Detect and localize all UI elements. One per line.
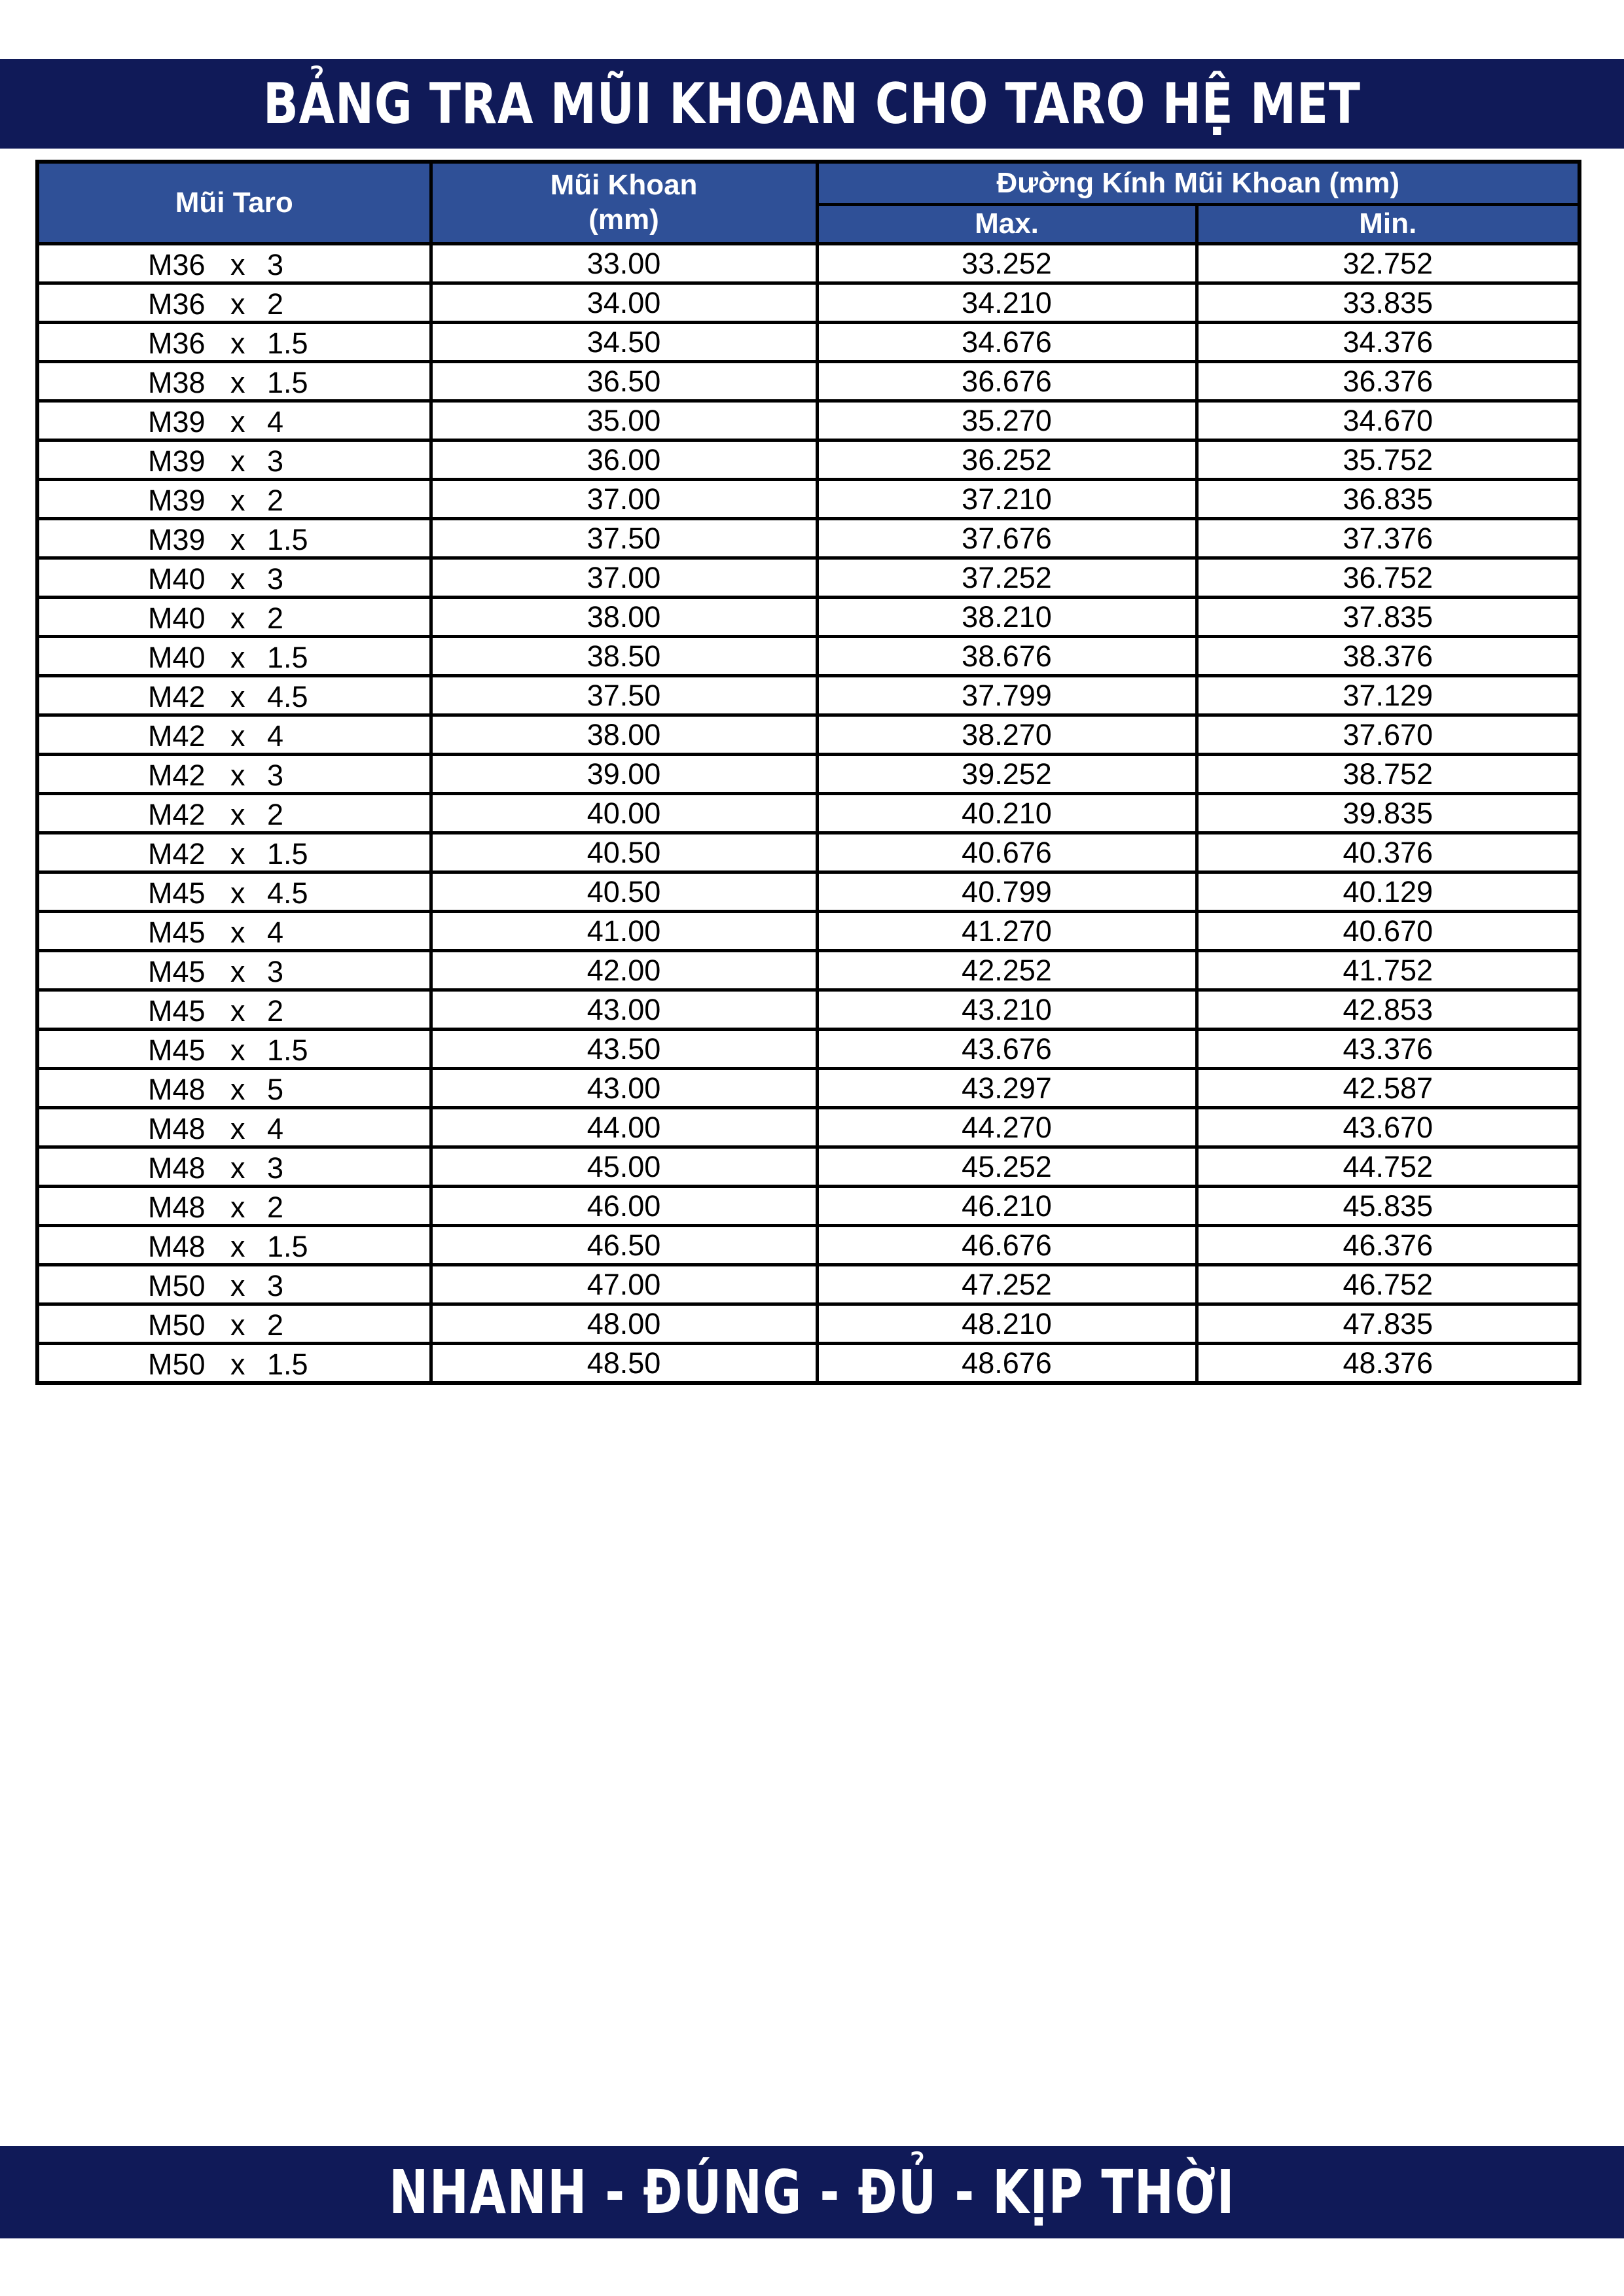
max-diameter-cell: 46.210 (817, 1187, 1197, 1226)
title-banner (0, 59, 1624, 149)
tap-pitch: 3 (267, 444, 284, 478)
tap-size-cell (37, 401, 431, 440)
table-row (37, 951, 1579, 990)
table-row (37, 637, 1579, 676)
tap-pitch: 4 (267, 1112, 284, 1145)
max-diameter-cell: 35.270 (817, 401, 1197, 440)
table-row (37, 833, 1579, 872)
table-row (37, 1187, 1579, 1226)
header-tap-label: Mũi Taro (175, 186, 293, 219)
tap-pitch: 2 (267, 994, 284, 1028)
table-row (37, 1304, 1579, 1344)
max-diameter-cell: 43.297 (817, 1069, 1197, 1108)
tap-size-cell (37, 951, 431, 990)
table-row (37, 990, 1579, 1030)
table-row (37, 519, 1579, 558)
table-row (37, 323, 1579, 362)
tap-size: M42 (148, 837, 206, 870)
drill-size-cell: 40.00 (431, 794, 817, 833)
max-diameter-cell: 44.270 (817, 1108, 1197, 1147)
header-max (817, 205, 1197, 244)
tap-multiply-sign: x (230, 1348, 245, 1381)
table-row (37, 1069, 1579, 1108)
min-diameter-cell: 38.376 (1197, 637, 1579, 676)
tap-size-cell (37, 519, 431, 558)
table-row (37, 1030, 1579, 1069)
tap-size-cell (37, 244, 431, 283)
drill-size-cell: 45.00 (431, 1147, 817, 1187)
drill-size-cell: 39.00 (431, 755, 817, 794)
tap-multiply-sign: x (230, 366, 245, 399)
drill-size-cell: 41.00 (431, 912, 817, 951)
drill-size-cell: 37.50 (431, 676, 817, 715)
tap-size-cell (37, 794, 431, 833)
tap-pitch: 2 (267, 1308, 284, 1342)
tap-multiply-sign: x (230, 876, 245, 910)
tap-size: M36 (148, 248, 206, 281)
header-diameter-label: Đường Kính Mũi Khoan (mm) (996, 166, 1400, 199)
min-diameter-cell: 37.129 (1197, 676, 1579, 715)
tap-pitch: 1.5 (267, 1033, 308, 1067)
tap-multiply-sign: x (230, 523, 245, 556)
drill-size-cell: 38.00 (431, 715, 817, 755)
tap-size-cell (37, 1069, 431, 1108)
max-diameter-cell: 38.676 (817, 637, 1197, 676)
tap-size: M45 (148, 955, 206, 988)
min-diameter-cell: 45.835 (1197, 1187, 1579, 1226)
table-row (37, 1147, 1579, 1187)
drill-size-cell: 48.00 (431, 1304, 817, 1344)
header-drill-line2: (mm) (588, 204, 659, 236)
table-row (37, 440, 1579, 480)
tap-pitch: 3 (267, 759, 284, 792)
tap-size-cell (37, 912, 431, 951)
tap-size: M48 (148, 1151, 206, 1185)
table-row (37, 715, 1579, 755)
tap-multiply-sign: x (230, 1269, 245, 1302)
min-diameter-cell: 34.376 (1197, 323, 1579, 362)
table-row (37, 1108, 1579, 1147)
tap-size: M48 (148, 1191, 206, 1224)
min-diameter-cell: 34.670 (1197, 401, 1579, 440)
max-diameter-cell: 37.799 (817, 676, 1197, 715)
max-diameter-cell: 40.799 (817, 872, 1197, 912)
tap-multiply-sign: x (230, 601, 245, 635)
tap-multiply-sign: x (230, 641, 245, 674)
tap-size-cell (37, 440, 431, 480)
max-diameter-cell: 46.676 (817, 1226, 1197, 1265)
footer-slogan: NHANH - ĐÚNG - ĐỦ - KỊP THỜI (389, 2157, 1235, 2227)
tap-size-cell (37, 480, 431, 519)
drill-size-cell: 43.50 (431, 1030, 817, 1069)
drill-size-cell: 40.50 (431, 872, 817, 912)
max-diameter-cell: 43.210 (817, 990, 1197, 1030)
tap-pitch: 5 (267, 1073, 284, 1106)
tap-size: M38 (148, 366, 206, 399)
drill-size-cell: 34.00 (431, 283, 817, 323)
tap-size: M50 (148, 1348, 206, 1381)
drill-size-cell: 33.00 (431, 244, 817, 283)
drill-size-table (35, 160, 1581, 1385)
drill-size-cell: 34.50 (431, 323, 817, 362)
max-diameter-cell: 33.252 (817, 244, 1197, 283)
table-row (37, 283, 1579, 323)
tap-multiply-sign: x (230, 405, 245, 439)
min-diameter-cell: 43.376 (1197, 1030, 1579, 1069)
min-diameter-cell: 47.835 (1197, 1304, 1579, 1344)
max-diameter-cell: 41.270 (817, 912, 1197, 951)
tap-multiply-sign: x (230, 1230, 245, 1263)
tap-multiply-sign: x (230, 680, 245, 713)
tap-pitch: 2 (267, 287, 284, 321)
max-diameter-cell: 48.210 (817, 1304, 1197, 1344)
max-diameter-cell: 37.676 (817, 519, 1197, 558)
tap-size: M42 (148, 680, 206, 713)
tap-size: M45 (148, 1033, 206, 1067)
tap-pitch: 1.5 (267, 1230, 308, 1263)
header-min-label: Min. (1359, 207, 1417, 240)
table-row (37, 1265, 1579, 1304)
tap-multiply-sign: x (230, 719, 245, 753)
max-diameter-cell: 38.210 (817, 598, 1197, 637)
tap-size: M39 (148, 484, 206, 517)
tap-size: M45 (148, 994, 206, 1028)
min-diameter-cell: 37.835 (1197, 598, 1579, 637)
tap-pitch: 1.5 (267, 366, 308, 399)
tap-size: M45 (148, 916, 206, 949)
min-diameter-cell: 37.670 (1197, 715, 1579, 755)
tap-size-cell (37, 1226, 431, 1265)
max-diameter-cell: 34.210 (817, 283, 1197, 323)
tap-size: M42 (148, 798, 206, 831)
tap-multiply-sign: x (230, 327, 245, 360)
max-diameter-cell: 48.676 (817, 1344, 1197, 1384)
tap-size: M42 (148, 759, 206, 792)
drill-size-cell: 46.50 (431, 1226, 817, 1265)
tap-size-cell (37, 676, 431, 715)
tap-size-cell (37, 637, 431, 676)
tap-size-cell (37, 283, 431, 323)
table-body (37, 244, 1579, 1384)
table-row (37, 598, 1579, 637)
tap-size: M50 (148, 1308, 206, 1342)
header-min (1197, 205, 1579, 244)
min-diameter-cell: 36.376 (1197, 362, 1579, 401)
table-row (37, 362, 1579, 401)
drill-size-cell: 36.50 (431, 362, 817, 401)
drill-size-cell: 44.00 (431, 1108, 817, 1147)
page-title: BẢNG TRA MŨI KHOAN CHO TARO HỆ MET (263, 71, 1361, 137)
tap-multiply-sign: x (230, 798, 245, 831)
tap-multiply-sign: x (230, 484, 245, 517)
header-diameter (817, 162, 1579, 205)
min-diameter-cell: 39.835 (1197, 794, 1579, 833)
tap-size-cell (37, 598, 431, 637)
tap-pitch: 2 (267, 798, 284, 831)
min-diameter-cell: 41.752 (1197, 951, 1579, 990)
max-diameter-cell: 36.676 (817, 362, 1197, 401)
drill-size-cell: 35.00 (431, 401, 817, 440)
tap-multiply-sign: x (230, 1112, 245, 1145)
tap-size: M36 (148, 287, 206, 321)
tap-size: M40 (148, 641, 206, 674)
tap-pitch: 4 (267, 916, 284, 949)
min-diameter-cell: 36.835 (1197, 480, 1579, 519)
table-row (37, 558, 1579, 598)
tap-multiply-sign: x (230, 562, 245, 596)
max-diameter-cell: 40.676 (817, 833, 1197, 872)
min-diameter-cell: 33.835 (1197, 283, 1579, 323)
tap-size-cell (37, 1344, 431, 1384)
tap-size: M48 (148, 1073, 206, 1106)
tap-pitch: 1.5 (267, 641, 308, 674)
tap-size: M40 (148, 562, 206, 596)
tap-size-cell (37, 1030, 431, 1069)
tap-size-cell (37, 990, 431, 1030)
tap-size: M42 (148, 719, 206, 753)
tap-pitch: 2 (267, 484, 284, 517)
tap-size-cell (37, 755, 431, 794)
tap-pitch: 1.5 (267, 327, 308, 360)
tap-size: M39 (148, 523, 206, 556)
tap-pitch: 4.5 (267, 876, 308, 910)
tap-size: M48 (148, 1230, 206, 1263)
tap-pitch: 3 (267, 1151, 284, 1185)
header-max-label: Max. (975, 207, 1039, 240)
min-diameter-cell: 40.129 (1197, 872, 1579, 912)
tap-size: M40 (148, 601, 206, 635)
tap-multiply-sign: x (230, 759, 245, 792)
min-diameter-cell: 37.376 (1197, 519, 1579, 558)
max-diameter-cell: 39.252 (817, 755, 1197, 794)
tap-size-cell (37, 1147, 431, 1187)
tap-multiply-sign: x (230, 994, 245, 1028)
max-diameter-cell: 37.252 (817, 558, 1197, 598)
min-diameter-cell: 46.752 (1197, 1265, 1579, 1304)
tap-pitch: 1.5 (267, 837, 308, 870)
min-diameter-cell: 40.376 (1197, 833, 1579, 872)
tap-pitch: 1.5 (267, 523, 308, 556)
drill-size-cell: 37.00 (431, 558, 817, 598)
tap-pitch: 3 (267, 248, 284, 281)
tap-size-cell (37, 715, 431, 755)
tap-size: M39 (148, 405, 206, 439)
tap-pitch: 4 (267, 405, 284, 439)
tap-multiply-sign: x (230, 248, 245, 281)
tap-pitch: 3 (267, 955, 284, 988)
tap-multiply-sign: x (230, 1033, 245, 1067)
drill-size-cell: 36.00 (431, 440, 817, 480)
min-diameter-cell: 48.376 (1197, 1344, 1579, 1384)
drill-size-cell: 47.00 (431, 1265, 817, 1304)
tap-multiply-sign: x (230, 444, 245, 478)
drill-size-cell: 37.50 (431, 519, 817, 558)
tap-size: M45 (148, 876, 206, 910)
drill-size-cell: 37.00 (431, 480, 817, 519)
table-row (37, 244, 1579, 283)
min-diameter-cell: 42.853 (1197, 990, 1579, 1030)
tap-size: M48 (148, 1112, 206, 1145)
tap-pitch: 3 (267, 562, 284, 596)
tap-multiply-sign: x (230, 837, 245, 870)
header-tap (37, 162, 431, 244)
table-row (37, 1344, 1579, 1384)
header-drill-line1: Mũi Khoan (550, 169, 698, 202)
min-diameter-cell: 36.752 (1197, 558, 1579, 598)
tap-pitch: 4.5 (267, 680, 308, 713)
max-diameter-cell: 34.676 (817, 323, 1197, 362)
min-diameter-cell: 44.752 (1197, 1147, 1579, 1187)
tap-size-cell (37, 362, 431, 401)
drill-size-cell: 38.00 (431, 598, 817, 637)
tap-pitch: 2 (267, 601, 284, 635)
tap-size-cell (37, 1304, 431, 1344)
min-diameter-cell: 42.587 (1197, 1069, 1579, 1108)
table-row (37, 1226, 1579, 1265)
min-diameter-cell: 35.752 (1197, 440, 1579, 480)
tap-size: M50 (148, 1269, 206, 1302)
tap-size: M36 (148, 327, 206, 360)
tap-size-cell (37, 833, 431, 872)
table-row (37, 755, 1579, 794)
header-drill (431, 162, 817, 244)
tap-multiply-sign: x (230, 1073, 245, 1106)
max-diameter-cell: 36.252 (817, 440, 1197, 480)
tap-size-cell (37, 1265, 431, 1304)
drill-size-cell: 40.50 (431, 833, 817, 872)
tap-pitch: 4 (267, 719, 284, 753)
max-diameter-cell: 45.252 (817, 1147, 1197, 1187)
drill-size-cell: 48.50 (431, 1344, 817, 1384)
max-diameter-cell: 47.252 (817, 1265, 1197, 1304)
table-row (37, 401, 1579, 440)
tap-size-cell (37, 1187, 431, 1226)
tap-pitch: 2 (267, 1191, 284, 1224)
tap-multiply-sign: x (230, 955, 245, 988)
min-diameter-cell: 40.670 (1197, 912, 1579, 951)
drill-size-cell: 42.00 (431, 951, 817, 990)
min-diameter-cell: 32.752 (1197, 244, 1579, 283)
tap-pitch: 1.5 (267, 1348, 308, 1381)
tap-pitch: 3 (267, 1269, 284, 1302)
max-diameter-cell: 43.676 (817, 1030, 1197, 1069)
min-diameter-cell: 46.376 (1197, 1226, 1579, 1265)
table-row (37, 872, 1579, 912)
min-diameter-cell: 43.670 (1197, 1108, 1579, 1147)
tap-multiply-sign: x (230, 1151, 245, 1185)
table-row (37, 912, 1579, 951)
tap-size-cell (37, 1108, 431, 1147)
drill-size-cell: 38.50 (431, 637, 817, 676)
footer-banner (0, 2146, 1624, 2238)
table-row (37, 794, 1579, 833)
tap-size: M39 (148, 444, 206, 478)
table-row (37, 480, 1579, 519)
max-diameter-cell: 38.270 (817, 715, 1197, 755)
max-diameter-cell: 37.210 (817, 480, 1197, 519)
tap-size-cell (37, 872, 431, 912)
drill-size-cell: 46.00 (431, 1187, 817, 1226)
tap-size-cell (37, 558, 431, 598)
min-diameter-cell: 38.752 (1197, 755, 1579, 794)
tap-size-cell (37, 323, 431, 362)
drill-size-cell: 43.00 (431, 990, 817, 1030)
table-header-row (37, 162, 1579, 205)
tap-multiply-sign: x (230, 916, 245, 949)
max-diameter-cell: 42.252 (817, 951, 1197, 990)
table-row (37, 676, 1579, 715)
tap-multiply-sign: x (230, 1308, 245, 1342)
max-diameter-cell: 40.210 (817, 794, 1197, 833)
tap-multiply-sign: x (230, 287, 245, 321)
drill-size-cell: 43.00 (431, 1069, 817, 1108)
tap-multiply-sign: x (230, 1191, 245, 1224)
